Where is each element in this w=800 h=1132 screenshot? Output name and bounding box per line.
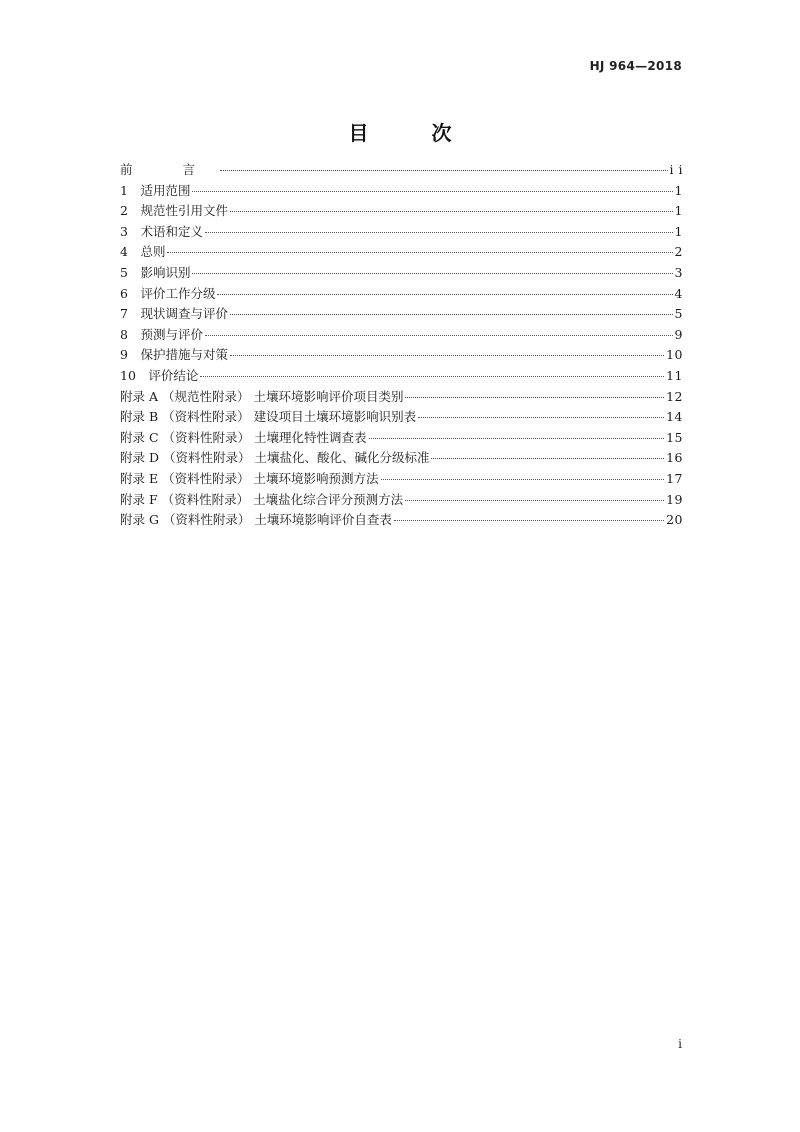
toc-entry-impact-identification[interactable] (120, 263, 683, 284)
toc-entry-page: 11 (666, 367, 683, 383)
toc-entry-label: 2 规范性引用文件 (120, 203, 228, 219)
toc-entry-label: 附录 D （资料性附录） 土壤盐化、酸化、碱化分级标准 (120, 450, 430, 466)
page-number: i (678, 1037, 682, 1051)
toc-entry-appendix-c[interactable] (120, 428, 683, 449)
toc-entry-page: 20 (666, 512, 683, 528)
toc-entry-appendix-d[interactable] (120, 448, 683, 469)
toc-entry-label: 3 术语和定义 (120, 223, 203, 239)
toc-entry-label: 前 言 (120, 162, 218, 177)
toc-entry-page: 12 (666, 388, 683, 404)
dot-leader (431, 458, 664, 459)
dot-leader (192, 273, 672, 274)
toc-entry-page: 19 (666, 491, 683, 507)
dot-leader (418, 417, 664, 418)
dot-leader (200, 376, 664, 377)
toc-entry-page: 14 (666, 409, 683, 425)
dot-leader (394, 520, 664, 521)
toc-entry-protection-measures[interactable] (120, 345, 683, 366)
dot-leader (205, 335, 673, 336)
toc-entry-appendix-g[interactable] (120, 510, 683, 531)
toc-entry-label: 1 适用范围 (120, 182, 191, 198)
toc-entry-page: 10 (666, 347, 683, 363)
toc-entry-label: 附录 C （资料性附录） 土壤理化特性调查表 (120, 429, 367, 445)
table-of-contents (120, 160, 683, 531)
toc-entry-label: 10 评价结论 (120, 367, 199, 383)
toc-entry-label: 5 影响识别 (120, 264, 191, 280)
toc-entry-page: 1 (674, 203, 683, 219)
toc-entry-page: i i (669, 162, 683, 177)
dot-leader (405, 500, 664, 501)
toc-entry-page: 16 (666, 450, 683, 466)
toc-entry-page: 4 (674, 285, 683, 301)
toc-entry-label: 附录 B （资料性附录） 建设项目土壤环境影响识别表 (120, 409, 417, 425)
toc-entry-label: 7 现状调查与评价 (120, 306, 228, 322)
toc-entry-page: 5 (674, 306, 683, 322)
dot-leader (405, 397, 664, 398)
toc-entry-label: 9 保护措施与对策 (120, 347, 228, 363)
toc-entry-label: 附录 E （资料性附录） 土壤环境影响预测方法 (120, 470, 379, 486)
toc-entry-page: 1 (674, 182, 683, 198)
toc-entry-appendix-f[interactable] (120, 490, 683, 511)
dot-leader (217, 294, 672, 295)
toc-entry-appendix-e[interactable] (120, 469, 683, 490)
toc-entry-page: 3 (674, 264, 683, 280)
toc-entry-terms-definitions[interactable] (120, 222, 683, 243)
dot-leader (230, 211, 673, 212)
dot-leader (167, 252, 672, 253)
toc-entry-general-principles[interactable] (120, 242, 683, 263)
toc-entry-status-survey[interactable] (120, 304, 683, 325)
toc-entry-page: 9 (674, 326, 683, 342)
dot-leader (205, 232, 673, 233)
toc-entry-label: 6 评价工作分级 (120, 285, 216, 301)
dot-leader (369, 438, 665, 439)
toc-entry-assessment-grading[interactable] (120, 284, 683, 305)
document-code: HJ 964—2018 (589, 59, 682, 73)
toc-entry-label: 附录 A （规范性附录） 土壤环境影响评价项目类别 (120, 388, 404, 404)
toc-entry-page: 1 (674, 223, 683, 239)
dot-leader (192, 191, 672, 192)
dot-leader (220, 170, 668, 171)
toc-entry-scope[interactable] (120, 181, 683, 202)
toc-entry-page: 2 (674, 244, 683, 260)
dot-leader (230, 355, 664, 356)
page-title: 目 次 (348, 121, 480, 146)
toc-entry-appendix-b[interactable] (120, 407, 683, 428)
toc-entry-prediction-assessment[interactable] (120, 325, 683, 346)
toc-entry-page: 17 (666, 470, 683, 486)
toc-entry-foreword[interactable] (120, 160, 683, 181)
toc-entry-label: 4 总则 (120, 244, 166, 260)
dot-leader (230, 314, 673, 315)
toc-entry-appendix-a[interactable] (120, 387, 683, 408)
dot-leader (381, 479, 665, 480)
toc-entry-page: 15 (666, 429, 683, 445)
toc-entry-label: 8 预测与评价 (120, 326, 203, 342)
toc-entry-conclusion[interactable] (120, 366, 683, 387)
toc-entry-label: 附录 G （资料性附录） 土壤环境影响评价自查表 (120, 512, 392, 528)
toc-entry-normative-references[interactable] (120, 201, 683, 222)
toc-entry-label: 附录 F （资料性附录） 土壤盐化综合评分预测方法 (120, 491, 404, 507)
